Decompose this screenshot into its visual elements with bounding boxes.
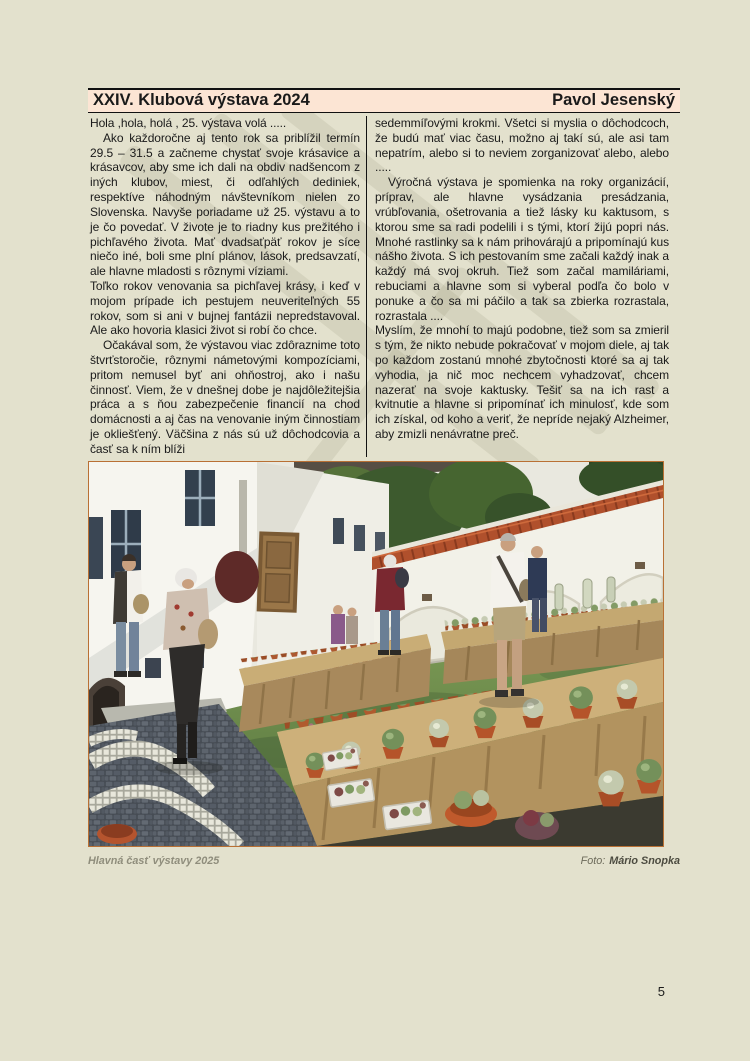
wooden-door xyxy=(257,531,300,612)
photo-caption: Hlavná časť výstavy 2025 xyxy=(88,854,220,867)
page-number: 5 xyxy=(657,984,665,999)
paragraph: Myslím, že mnohí to majú podobne, tiež som sa zmieril s tým, že nikto nebude pokračovať v mojom diele, aj tak po každom zostanú mnohé zbytočnosti ktoré sa aj tak vyhodia, ja nič moc nechcem vyhadzovať, chcem nazerať na svoje kaktusky. Tešiť sa na ich rast a kvitnutie a hlavne si pripomínať ich minulosť, kde som ich získal, od koho a veriť, že nepríde nejaký Alzheimer, aby zmizli nenávratne preč. xyxy=(375,323,669,442)
paragraph: Očakával som, že výstavou viac zdôraznime toto štvrťstoročie, rôznymi námetovými kompozíciami, pritom nemusel byť ani ohňostroj, ako i našu činnosť. Viem, že v dnešnej dobe je najdôležitejšia práca a s ňou zabezpečenie financií na chod domácnosti a aj čas na venovanie iným činnostiam je okliešťený. Väčšina z nás sú už dôchodcovia a časť sa k ním blíži xyxy=(90,338,360,456)
red-bush xyxy=(215,551,259,603)
article-body xyxy=(88,113,680,457)
paragraph: sedemmíľovými krokmi. Všetci si myslia o dôchodcoch, že budú mať viac času, možno aj takí sú, ale asi tam nepatrím, alebo si to neviem zorganizovať alebo, alebo ..... xyxy=(375,116,669,175)
article-right-column xyxy=(367,116,680,457)
article-left-column xyxy=(88,116,367,457)
paragraph: Výročná výstava je spomienka na roky organizácií, príprav, ale hlavne vysádzania presádzania, vrúbľovania, ošetrovania a tiež lásky ku kaktusom, s ktorou sme sa radi podelili i s tými, ktorí žijú popri nás. Mnohé rastlinky sa k nám prihovárajú a pripomínajú kus nášho života. S ich pestovaním sme začali každý inak a každý má svoj okruh. Tiež som začal mamiláriami, rebuciami a hlavne som si vyberal podľa čo bolo v ponuke a čo sa mi páčilo a tak sa zbierka rozrastala, rozrastala .... xyxy=(375,175,669,323)
photo-credit-name: Mário Snopka xyxy=(609,854,680,867)
photo-credit-label: Foto: xyxy=(580,854,606,867)
article-header xyxy=(88,88,680,113)
article-author: Pavol Jesenský xyxy=(552,91,675,109)
photo-credit xyxy=(581,855,680,867)
paragraph: Ako každoročne aj tento rok sa priblížil termín 29.5 – 31.5 a začneme chystať svoje krásavice a krásavcov, aby sme ich dali na obdiv nadšencom z iných klubov, miest, či odľahlých dediniek, respektíve náhodným návštevníkom nielen zo Slovenska. Navyše poriadame už 25. výstavu a to je čo povedať. V živote je to riadny kus prežitého i pichľavého života. Mať dvadsaťpäť rokov je síce niečo iné, boli sme plní plánov, lások, predsavzatí, ale hlavne mladosti s rôznymi víziami. xyxy=(90,130,360,279)
photo-captions xyxy=(88,855,680,867)
exhibition-photo xyxy=(88,461,664,847)
paragraph: Hola ,hola, holá , 25. výstava volá ..... xyxy=(90,116,287,130)
page-content xyxy=(88,88,680,867)
article-title: XXIV. Klubová výstava 2024 xyxy=(93,91,310,109)
paragraph: Toľko rokov venovania sa pichľavej krásy, i keď v mojom prípade ich pestujem neuveriteľných 55 rokov, som si ani v bujnej fantázii nepredstavoval. Ale ako hovoria klasici život si robí čo chce. xyxy=(90,278,360,338)
